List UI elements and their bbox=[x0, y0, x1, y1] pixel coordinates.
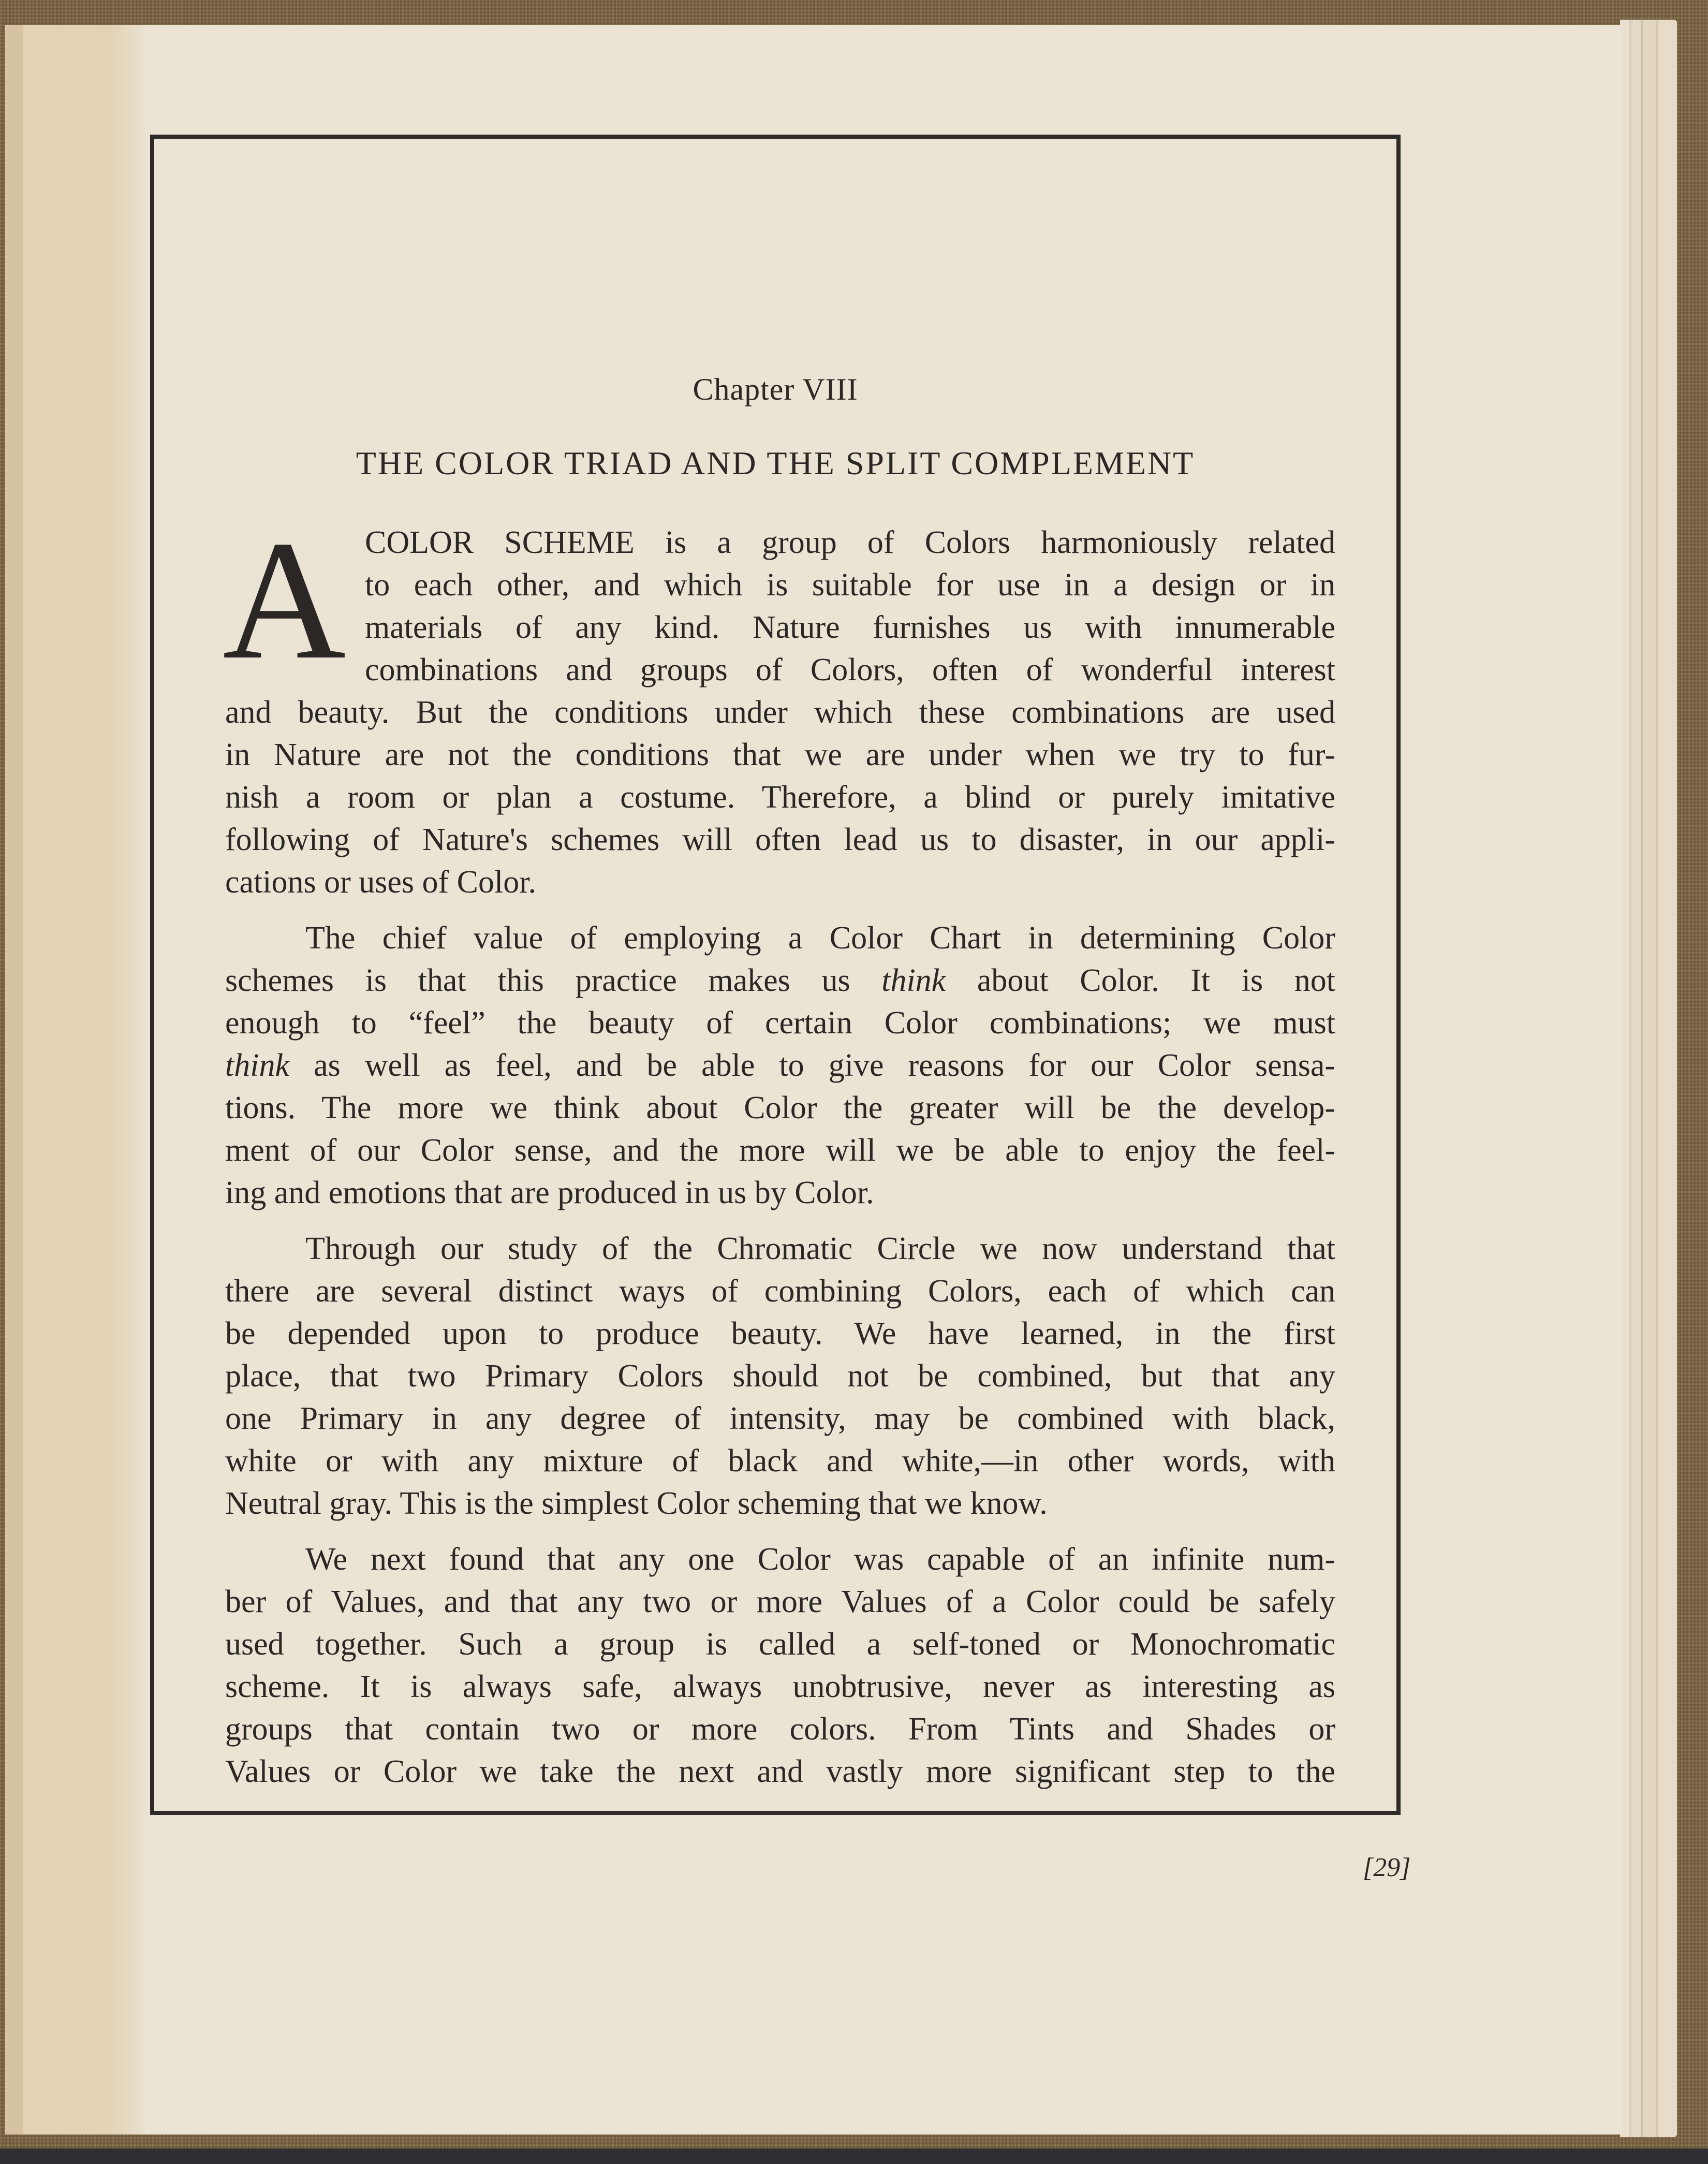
chapter-title: THE COLOR TRIAD AND THE SPLIT COMPLEMENT bbox=[356, 445, 1195, 481]
text-line: materials of any kind. Nature furnishes us with innumerable bbox=[365, 610, 1335, 645]
text-line: in Nature are not the conditions that we are under when we try to fur- bbox=[225, 737, 1335, 772]
italic-emphasis: think bbox=[881, 963, 946, 998]
text-line: Values or Color we take the next and vastly more significant step to the bbox=[225, 1754, 1335, 1789]
text-line: COLOR SCHEME is a group of Colors harmoniously related bbox=[365, 525, 1335, 560]
text-line: nish a room or plan a costume. Therefore, a blind or purely imitative bbox=[225, 780, 1335, 815]
drop-cap: A bbox=[223, 506, 346, 695]
text-line: cations or uses of Color. bbox=[225, 865, 536, 900]
text-line: Through our study of the Chromatic Circle we now understand that bbox=[305, 1231, 1335, 1266]
text-line: be depended upon to produce beauty. We have learned, in the first bbox=[225, 1316, 1335, 1351]
text-line: We next found that any one Color was capable of an infinite num- bbox=[305, 1542, 1335, 1577]
text-line: The chief value of employing a Color Chart in determining Color bbox=[305, 920, 1335, 956]
text-line: think as well as feel, and be able to give reasons for our Color sensa- bbox=[225, 1048, 1335, 1083]
text-line: to each other, and which is suitable for use in a design or in bbox=[365, 567, 1335, 603]
text-line: enough to “feel” the beauty of certain Color combinations; we must bbox=[225, 1005, 1335, 1041]
page-number: [29] bbox=[1363, 1853, 1411, 1882]
text-line: there are several distinct ways of combining Colors, each of which can bbox=[225, 1274, 1335, 1309]
page-stack-edges bbox=[1620, 20, 1677, 2137]
text-line: ber of Values, and that any two or more Values of a Color could be safely bbox=[225, 1584, 1335, 1619]
book-cover-bottom-edge bbox=[0, 2148, 1708, 2164]
text-line: tions. The more we think about Color the greater will be the develop- bbox=[225, 1090, 1335, 1125]
text-line: scheme. It is always safe, always unobtrusive, never as interesting as bbox=[225, 1669, 1335, 1704]
italic-emphasis: think bbox=[225, 1048, 289, 1083]
chapter-label: Chapter VIII bbox=[693, 372, 858, 406]
text-line: used together. Such a group is called a self-toned or Monochromatic bbox=[225, 1627, 1335, 1662]
text-line: schemes is that this practice makes us think about Color. It is not bbox=[225, 963, 1335, 998]
text-line: ment of our Color sense, and the more will we be able to enjoy the feel- bbox=[225, 1133, 1335, 1168]
text-line: place, that two Primary Colors should not be combined, but that any bbox=[225, 1358, 1335, 1394]
text-line: ing and emotions that are produced in us by Color. bbox=[225, 1175, 874, 1210]
text-line: following of Nature's schemes will often lead us to disaster, in our appli- bbox=[225, 822, 1335, 857]
text-line: groups that contain two or more colors. From Tints and Shades or bbox=[225, 1712, 1335, 1747]
text-line: one Primary in any degree of intensity, may be combined with black, bbox=[225, 1401, 1335, 1436]
text-line: white or with any mixture of black and white,—in other words, with bbox=[225, 1443, 1335, 1479]
text-line: Neutral gray. This is the simplest Color scheming that we know. bbox=[225, 1486, 1048, 1521]
page-gutter-shadow bbox=[5, 25, 148, 2134]
text-line: combinations and groups of Colors, often of wonderful interest bbox=[365, 652, 1335, 688]
text-line: and beauty. But the conditions under which these combinations are used bbox=[225, 695, 1335, 730]
